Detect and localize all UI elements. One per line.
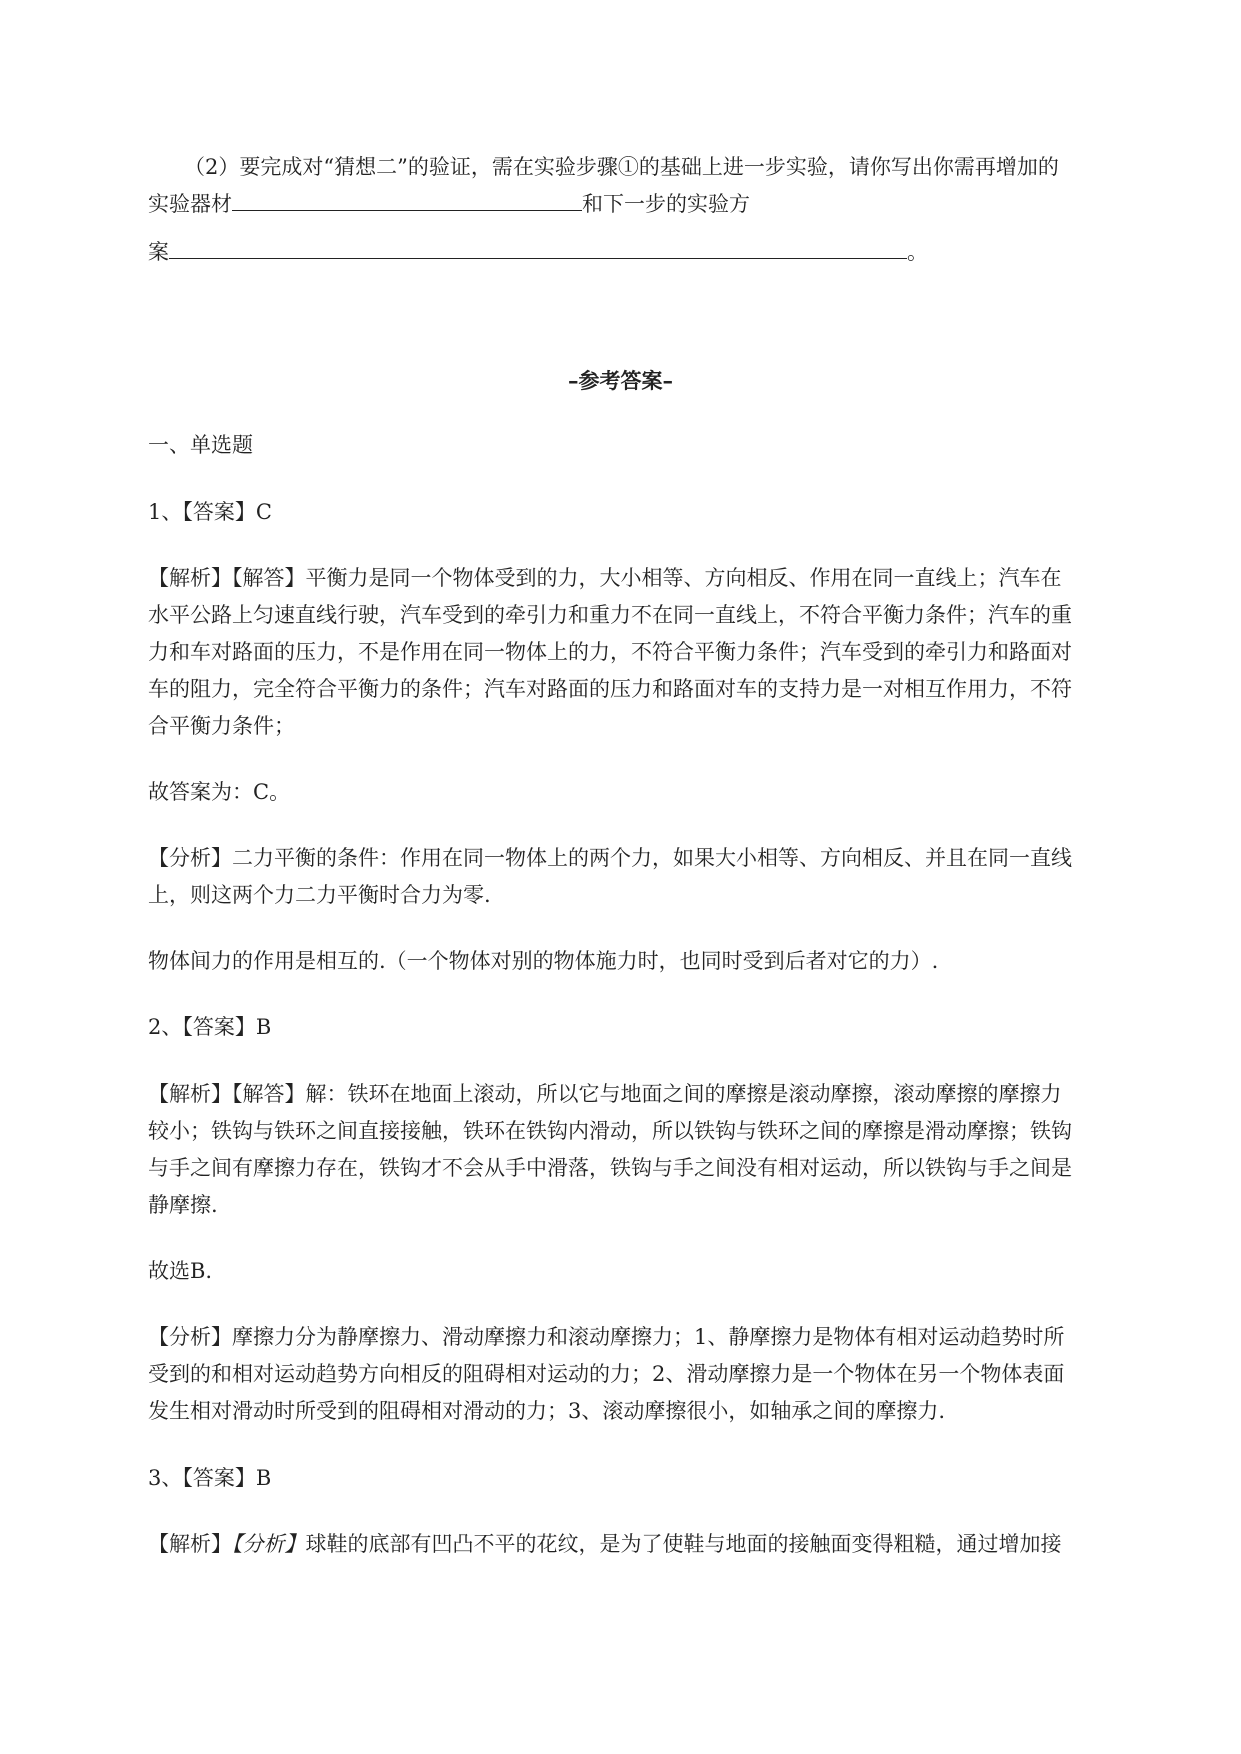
q3-analysis-line (148, 1529, 1062, 1559)
question-line-3-suffix: 。 (907, 240, 928, 264)
q2-fenxi-line: 发生相对滑动时所受到的阻碍相对滑动的力；3、滚动摩擦很小，如轴承之间的摩擦力. (148, 1399, 946, 1423)
q3-analysis-rest: 球鞋的底部有凹凸不平的花纹，是为了使鞋与地面的接触面变得粗糙，通过增加接 (305, 1532, 1062, 1556)
q2-analysis-line: 静摩擦. (148, 1193, 218, 1217)
answer-blank-equipment[interactable] (232, 188, 582, 211)
answer-blank-plan[interactable] (169, 236, 907, 259)
q1-answer: 1、【答案】C (148, 500, 272, 524)
q2-conclusion: 故选B. (148, 1259, 213, 1283)
q1-fenxi-line: 上，则这两个力二力平衡时合力为零. (148, 883, 491, 907)
answers-title: –参考答案– (568, 368, 673, 393)
q2-fenxi-line: 受到的和相对运动趋势方向相反的阻碍相对运动的力；2、滑动摩擦力是一个物体在另一个物体表面 (148, 1362, 1065, 1386)
q3-answer: 3、【答案】B (148, 1466, 272, 1490)
question-line-2-prefix: 实验器材 (148, 192, 232, 216)
q1-extra: 物体间力的作用是相互的.（一个物体对别的物体施力时，也同时受到后者对它的力）. (148, 949, 939, 973)
question-line-2 (148, 188, 750, 219)
question-line-3 (148, 236, 928, 267)
section-title: 一、单选题 (148, 433, 253, 457)
question-line-2-suffix: 和下一步的实验方 (582, 192, 750, 216)
q2-analysis-line: 与手之间有摩擦力存在，铁钩才不会从手中滑落，铁钩与手之间没有相对运动，所以铁钩与手之间是 (148, 1156, 1072, 1180)
q3-analysis-tag: 【分析】 (232, 1532, 306, 1556)
q2-answer: 2、【答案】B (148, 1015, 272, 1039)
q1-analysis-line: 力和车对路面的压力，不是作用在同一物体上的力，不符合平衡力条件；汽车受到的牵引力和路面对 (148, 640, 1072, 664)
q1-conclusion: 故答案为：C。 (148, 780, 291, 804)
q2-fenxi-line: 【分析】摩擦力分为静摩擦力、滑动摩擦力和滚动摩擦力；1、静摩擦力是物体有相对运动趋势时所 (148, 1325, 1065, 1349)
q1-analysis-line: 合平衡力条件； (148, 714, 295, 738)
q2-analysis-line: 【解析】【解答】解：铁环在地面上滚动，所以它与地面之间的摩擦是滚动摩擦，滚动摩擦的摩擦力 (148, 1082, 1062, 1106)
q1-analysis-line: 【解析】【解答】平衡力是同一个物体受到的力，大小相等、方向相反、作用在同一直线上；汽车在 (148, 566, 1062, 590)
question-line-3-prefix: 案 (148, 240, 169, 264)
q1-analysis-line: 车的阻力，完全符合平衡力的条件；汽车对路面的压力和路面对车的支持力是一对相互作用力，不符 (148, 677, 1072, 701)
q1-analysis-line: 水平公路上匀速直线行驶，汽车受到的牵引力和重力不在同一直线上，不符合平衡力条件；汽车的重 (148, 603, 1072, 627)
q2-analysis-line: 较小；铁钩与铁环之间直接接触，铁环在铁钩内滑动，所以铁钩与铁环之间的摩擦是滑动摩擦；铁钩 (148, 1119, 1072, 1143)
q1-fenxi-line: 【分析】二力平衡的条件：作用在同一物体上的两个力，如果大小相等、方向相反、并且在同一直线 (148, 846, 1072, 870)
q3-analysis-prefix: 【解析】 (148, 1532, 232, 1556)
question-line-1: （2）要完成对“猜想二”的验证，需在实验步骤①的基础上进一步实验，请你写出你需再增加的 (184, 155, 1059, 179)
